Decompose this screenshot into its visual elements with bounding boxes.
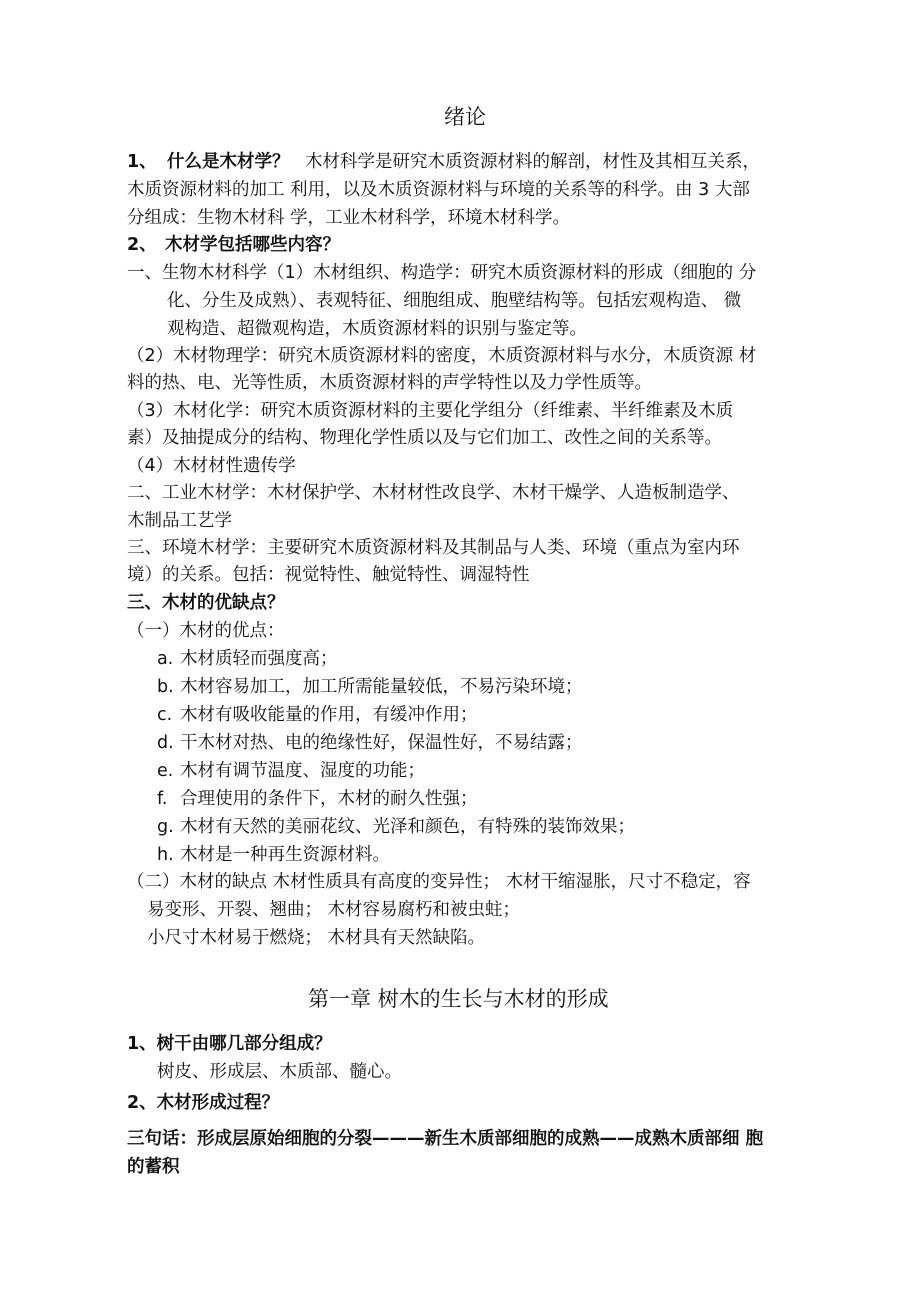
- disadvantages-line2: 易变形、开裂、翘曲； 木材容易腐朽和被虫蛀；: [147, 900, 521, 920]
- part2-line1: 二、工业木材学：木材保护学、木材材性改良学、木材干燥学、人造板制造学、: [127, 483, 740, 503]
- q1-answer-line2: 木质资源材料的加工 利用，以及木质资源材料与环境的关系等的科学。由 3 大部: [127, 180, 750, 200]
- q2-number: 2、: [127, 235, 157, 255]
- q1-answer-line1: 木材科学是研究木质资源材料的解剖，材性及其相互关系，: [305, 152, 760, 172]
- disadvantages-line1: （二）木材的缺点 木材性质具有高度的变异性； 木材干缩湿胀，尺寸不稳定，容: [127, 872, 751, 892]
- ch1-a2-line2: 的蓄积: [127, 1157, 180, 1177]
- advantage-marker: c.: [157, 705, 173, 725]
- q1-question: 什么是木材学？: [167, 152, 290, 172]
- advantage-marker: e.: [157, 761, 174, 781]
- part3-line1: 三、环境木材学：主要研究木质资源材料及其制品与人类、环境（重点为室内环: [127, 538, 740, 558]
- chapter1-title: 第一章 树木的生长与木材的形成: [308, 987, 609, 1011]
- section3-line1: （3）木材化学：研究木质资源材料的主要化学组分（纤维素、半纤维素及木质: [127, 401, 734, 421]
- ch1-a1: 树皮、形成层、木质部、髓心。: [157, 1062, 402, 1082]
- ch1-q1: 1、树干由哪几部分组成？: [127, 1034, 332, 1054]
- advantage-text: 木材有吸收能量的作用，有缓冲作用；: [180, 705, 478, 725]
- advantage-text: 木材有调节温度、湿度的功能；: [180, 761, 425, 781]
- section1-line3: 观构造、超微观构造，木质资源材料的识别与鉴定等。: [167, 319, 587, 339]
- advantage-marker: f.: [157, 789, 168, 809]
- ch1-a2-line1: 三句话：形成层原始细胞的分裂———新生木质部细胞的成熟——成熟木质部细 胞: [127, 1129, 764, 1149]
- part3-line2: 境）的关系。包括：视觉特性、触觉特性、调湿特性: [127, 565, 530, 585]
- section3-line2: 素）及抽提成分的结构、物理化学性质以及与它们加工、改性之间的关系等。: [127, 428, 722, 448]
- advantage-marker: d.: [157, 733, 174, 753]
- advantage-marker: b.: [157, 677, 174, 697]
- advantage-marker: h.: [157, 845, 174, 865]
- disadvantages-line3: 小尺寸木材易于燃烧； 木材具有天然缺陷。: [147, 928, 486, 948]
- advantages-heading: （一）木材的优点：: [127, 621, 285, 641]
- part2-line2: 木制品工艺学: [127, 511, 232, 531]
- q1-number: 1、: [127, 152, 157, 172]
- section2-line2: 料的热、电、光等性质，木质资源材料的声学特性以及力学性质等。: [127, 373, 652, 393]
- advantage-text: 木材容易加工，加工所需能量较低，不易污染环境；: [180, 677, 583, 697]
- intro-title: 绪论: [444, 105, 486, 129]
- ch1-q2: 2、木材形成过程？: [127, 1093, 280, 1113]
- q3-heading: 三、木材的优缺点？: [127, 593, 285, 613]
- advantage-marker: g.: [157, 817, 174, 837]
- advantage-text: 木材有天然的美丽花纹、光泽和颜色，有特殊的装饰效果；: [180, 817, 635, 837]
- section1-line2: 化、分生及成熟）、表观特征、细胞组成、胞壁结构等。包括宏观构造、 微: [167, 291, 742, 311]
- q2-question: 木材学包括哪些内容？: [165, 235, 340, 255]
- section2-line1: （2）木材物理学：研究木质资源材料的密度，木质资源材料与水分，木质资源 材: [127, 346, 757, 366]
- advantage-text: 合理使用的条件下，木材的耐久性强；: [180, 789, 478, 809]
- advantage-text: 木材质轻而强度高；: [180, 649, 338, 669]
- advantage-text: 木材是一种再生资源材料。: [180, 845, 390, 865]
- q1-answer-line3: 分组成：生物木材科 学，工业木材科学，环境木材科学。: [127, 208, 571, 228]
- section1-line1: 一、生物木材科学（1）木材组织、构造学：研究木质资源材料的形成（细胞的 分: [127, 263, 757, 283]
- section4: （4）木材材性遗传学: [127, 456, 296, 476]
- advantage-marker: a.: [157, 649, 174, 669]
- advantage-text: 干木材对热、电的绝缘性好，保温性好，不易结露；: [180, 733, 583, 753]
